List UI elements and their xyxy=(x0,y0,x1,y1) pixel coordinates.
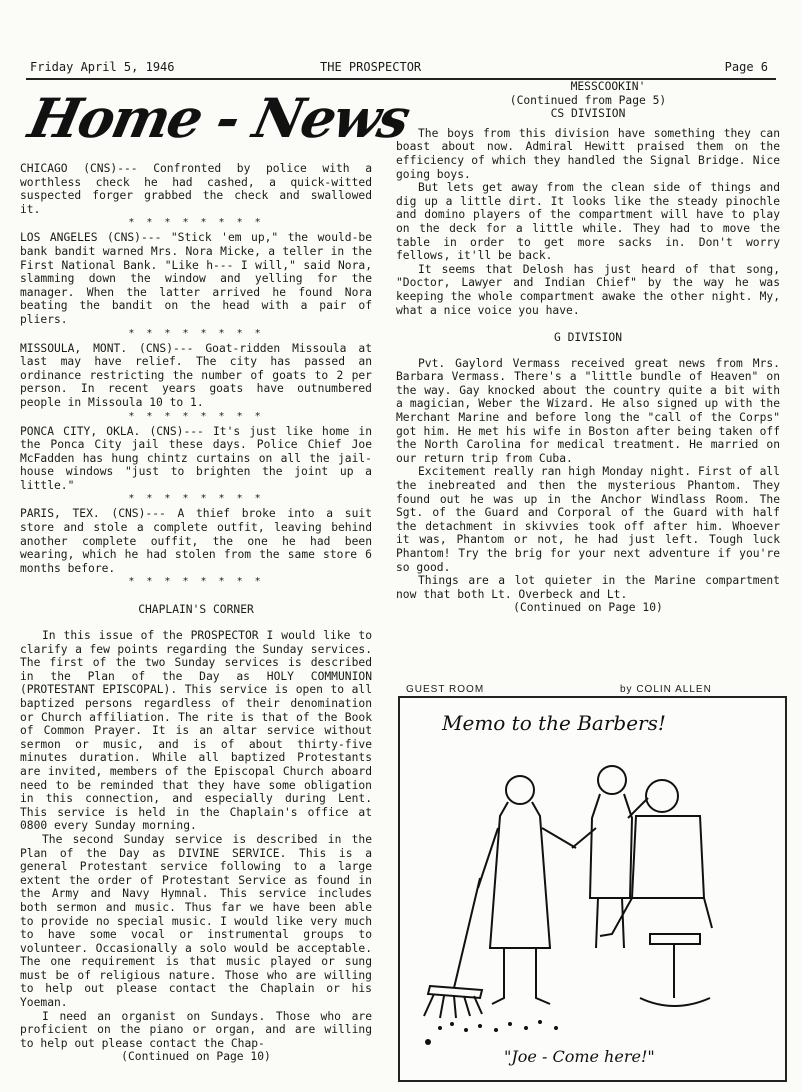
g-division-heading: G DIVISION xyxy=(553,331,622,345)
chaplain-paragraph: I need an organist on Sundays. Those who are proficient on the piano or organ, and are willing to help out please contact the Chap- xyxy=(20,1009,372,1050)
cartoon-caption-top: Memo to the Barbers! xyxy=(442,711,666,735)
customer-in-chair xyxy=(600,780,712,1006)
messcookin-continued-from: (Continued from Page 5) xyxy=(509,93,667,107)
masthead xyxy=(26,60,776,80)
star-divider: * * * * * * * * xyxy=(128,576,264,588)
star-divider: * * * * * * * * xyxy=(128,493,264,505)
cartoon-byline: by COLIN ALLEN xyxy=(620,684,712,695)
news-item: LOS ANGELES (CNS)--- "Stick 'em up," the would-be bank bandit warned Mrs. Nora Micke, a teller in the First National Bank. "Like h--- I will," said Nora, slamming down the window and yelling for the manager. When the latter arrived he found Nora beating the bandit on the head with a pair of pliers. xyxy=(20,231,372,326)
cartoon-drawing xyxy=(400,698,785,1080)
star-divider: * * * * * * * * xyxy=(128,327,264,339)
star-divider: * * * * * * * * xyxy=(128,217,264,229)
cartoon-caption-bottom: "Joe - Come here!" xyxy=(504,1047,655,1066)
left-column xyxy=(20,162,372,1064)
cs-division-heading: CS DIVISION xyxy=(550,107,626,121)
paper-name: THE PROSPECTOR xyxy=(320,60,422,74)
banner-title: Home - News xyxy=(23,86,414,150)
cs-paragraph: It seems that Delosh has just heard of that song, "Doctor, Lawyer and Indian Chief" by the way he was keeping the whole compartment awake the other night. My, what a nice voice you have. xyxy=(396,262,780,317)
chaplain-paragraph: The second Sunday service is described in the Plan of the Day as DIVINE SERVICE. This is a general Protestant service following to a large extent the order of Protestant Service as found in the Army and Navy Hymnal. This service includes both sermon and music. Thus far we have been able to provide no special music. I would like very much to have some vocal or instrumental groups to volunteer. Occasionally a solo would be acceptable. The one requirement is that music played or sung must be of religious nature. Those who are willing to help out please contact the Chaplain or his Yoeman. xyxy=(20,832,372,1010)
news-item: PARIS, TEX. (CNS)--- A thief broke into a suit store and stole a complete outfit, leaving behind another complete ouffit, the one he had been wearing, which he had stolen from the same store 6 months before. xyxy=(20,507,372,575)
star-divider: * * * * * * * * xyxy=(128,410,264,422)
news-item: PONCA CITY, OKLA. (CNS)--- It's just like home in the Ponca City jail these days. Police Chief Joe McFadden has hung chintz curtains on all the jail-house windows "just to brighten the joint up a little." xyxy=(20,424,372,492)
g-paragraph: Excitement really ran high Monday night. First of all the inebreated and then the mysterious Phantom. They found out he was up in the Anchor Windlass Room. The Sgt. of the Guard and Corporal of the Guard with half the detachment in skivvies took off after him. Whoever it was, Phantom or not, he had just left. Tough luck Phantom! Try the brig for your next adventure if you're so good. xyxy=(396,465,780,574)
news-item: MISSOULA, MONT. (CNS)--- Goat-ridden Missoula at last may have relief. The city has passed an ordinance restricting the number of goats to 2 per person. In recent years goats have outnumbered people in Missoula 10 to 1. xyxy=(20,341,372,409)
chaplain-continued: (Continued on Page 10) xyxy=(121,1050,271,1064)
cs-paragraph: The boys from this division have something they can boast about now. Admiral Hewitt praised them on the efficiency of which they handled the Signal Bridge. Nice going boys. xyxy=(396,126,780,181)
barber-cartoon xyxy=(398,696,787,1082)
guest-room-label: GUEST ROOM xyxy=(406,684,485,695)
messcookin-heading: MESSCOOKIN' xyxy=(570,80,646,93)
barber-figure xyxy=(572,766,648,948)
page-number: Page 6 xyxy=(724,60,768,74)
g-paragraph: Pvt. Gaylord Vermass received great news from Mrs. Barbara Vermass. There's a "little bundle of Heaven" on the way. Gay knocked about the country quite a bit with a magician, Weber the Wizard. He also signed up with the Merchant Marine and before long the "call of the Corps" got him. He met his wife in Boston after being taken off the North Carolina for medical treatment. He married on our return trip from Cuba. xyxy=(396,356,780,465)
right-column xyxy=(396,80,780,615)
chaplain-paragraph: In this issue of the PROSPECTOR I would like to clarify a few points regarding the Sunday services. The first of the two Sunday services is described in the Plan of the Day as HOLY COMMUNION (PROTESTANT EPISCOPAL). This service is open to all baptized persons regardless of their denomination or Church affiliation. The rite is that of the Book of Common Prayer. It is an altar service without sermon or music, and is of about thirty-five minutes duration. While all baptized Protestants are invited, members of the Episcopal Church aboard need to be reminded that they have some obligation in this connection, and especially during Lent. This service is held in the Chaplain's office at 0800 every Sunday morning. xyxy=(20,629,372,833)
news-item: CHICAGO (CNS)--- Confronted by police with a worthless check he had cashed, a quick-witted suspected forger grabbed the check and swallowed it. xyxy=(20,162,372,216)
issue-date: Friday April 5, 1946 xyxy=(30,60,175,74)
g-paragraph: Things are a lot quieter in the Marine compartment now that both Lt. Overbeck and Lt. xyxy=(396,574,780,601)
cs-paragraph: But lets get away from the clean side of things and dig up a little dirt. It looks like the steady pinochle and domino players of the compartment will have to play on the deck for a little while. They had to move the table in order to get more sacks in. Don't worry fellows, it'll be back. xyxy=(396,181,780,263)
home-news-banner xyxy=(23,80,414,158)
sweeper-figure xyxy=(424,776,576,1018)
chaplain-heading: CHAPLAIN'S CORNER xyxy=(138,603,254,617)
g-continued: (Continued on Page 10) xyxy=(513,601,663,615)
hair-clippings xyxy=(425,1020,558,1045)
